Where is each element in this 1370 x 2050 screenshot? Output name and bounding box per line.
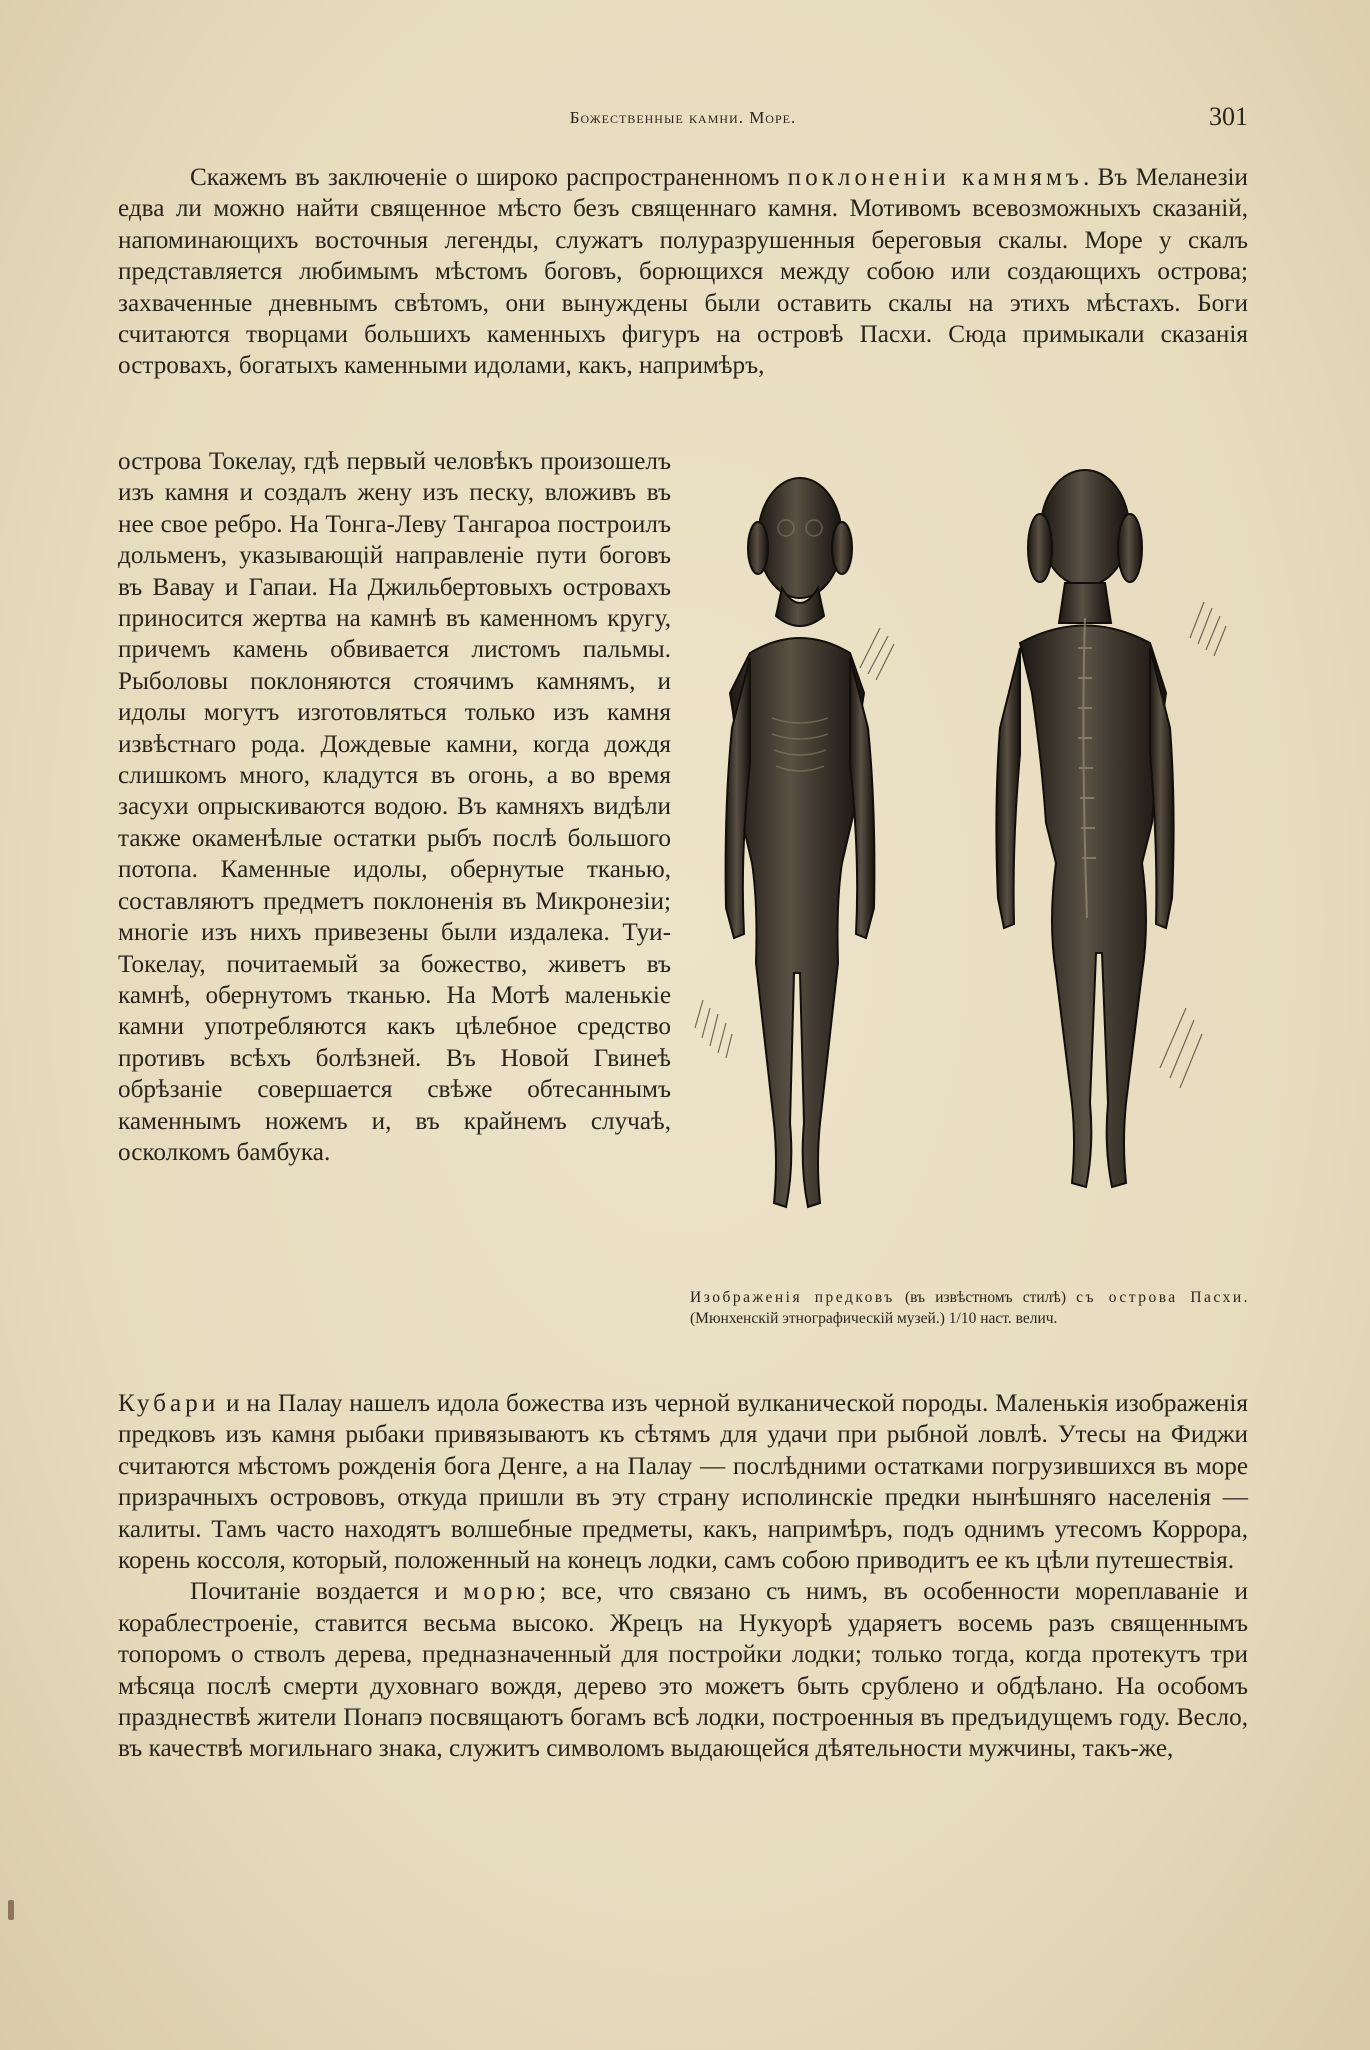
paragraph-1 xyxy=(118,162,1248,382)
paragraphs-lower xyxy=(118,1388,1248,1765)
statues-illustration xyxy=(690,468,1250,1288)
caption-scale: 1/10 наст. велич. xyxy=(948,1310,1058,1327)
paragraph-1-prefix: Скажемъ въ заключеніе о широко распространенномъ xyxy=(190,164,788,191)
paragraph-2-prefix: Почитаніе воздается и xyxy=(190,1578,464,1606)
paragraph-1-narrow-column xyxy=(118,446,671,1168)
caption-title: Изображенія предковъ xyxy=(690,1289,895,1306)
caption-title-2: съ острова Пасхи. xyxy=(1076,1289,1251,1306)
kubary-name: Кубари xyxy=(118,1390,220,1417)
paragraph-1-emphasis: поклоненіи камнямъ xyxy=(787,164,1083,191)
paragraph-1-narrow: острова Токелау, гдѣ первый человѣкъ произошелъ изъ камня и создалъ жену изъ песку, вложивъ въ нее свое ребро. На Тонга-Леву Тангароа построилъ дольменъ, указывающій направленіе пути боговъ въ Вавау и Гапаи. На Джильбертовыхъ островахъ приносится жертва на камнѣ въ каменномъ кругу, причемъ камень обвивается листомъ пальмы. Рыболовы поклоняются стоячимъ камнямъ, и идолы могутъ изготовляться только изъ камня извѣстнаго рода. Дождевые камни, когда дождя слишкомъ много, кладутся въ огонь, а во время засухи опрыскиваются водою. Въ камняхъ видѣли также окаменѣлые остатки рыбъ послѣ большого потопа. Каменные идолы, обернутые тканью, составляютъ предметъ поклоненія въ Микронезіи; многіе изъ нихъ привезены были издалека. Туи-Токелау, почитаемый за божество, живетъ въ камнѣ, обернутомъ тканью. На Мотѣ маленькіе камни употребляются какъ цѣлебное средство противъ всѣхъ болѣзней. Въ Новой Гвинеѣ обрѣзаніе совершается свѣже обтесаннымъ каменнымъ ножемъ и, въ крайнемъ случаѣ, осколкомъ бамбука. xyxy=(118,448,671,1166)
figure-easter-island-statues xyxy=(690,468,1250,1288)
statue-front-icon xyxy=(726,478,875,1207)
paragraph-1-full-width xyxy=(118,162,1248,382)
caption-paren: (въ извѣстномъ стилѣ) xyxy=(894,1289,1077,1306)
running-head: Божественные камни. Море. xyxy=(569,108,797,127)
paragraph-2-emphasis: морю xyxy=(463,1578,540,1606)
paragraph-2 xyxy=(118,1576,1248,1764)
figure-caption xyxy=(690,1287,1250,1329)
page-number: 301 xyxy=(1209,102,1248,131)
paragraph-2-suffix: ; все, что связано съ нимъ, въ особенности мореплаваніе и кораблестроеніе, ставится весьма высоко. Жрецъ на Нукуорѣ ударяетъ восемь разъ священнымъ топоромъ о стволъ дерева, предназначенный для постройки лодки; только тогда, когда протекутъ три мѣсяца послѣ смерти духовнаго вождя, дерево это можетъ быть срублено и обдѣлано. На особомъ празднествѣ жители Понапэ посвящаютъ богамъ всѣ лодки, построенныя въ предъидущемъ году. Весло, въ качествѣ могильнаго знака, служитъ символомъ выдающейся дѣятельности мужчины, такъ-же, xyxy=(118,1578,1248,1763)
paragraph-1-cont-text: и на Палау нашелъ идола божества изъ черной вулканической породы. Маленькія изображенія предковъ изъ камня рыбаки привязываютъ къ сѣтямъ для удачи при рыбной ловлѣ. Утесы на Фиджи считаются мѣстомъ рожденія бога Денге, а на Палау — послѣдними остатками погрузившихся въ море призрачныхъ острововъ, откуда пришли въ эту страну исполинскіе предки нынѣшняго населенія — калиты. Тамъ часто находятъ волшебные предметы, какъ, напримѣръ, подъ однимъ утесомъ Коррора, корень коссоля, который, положенный на конецъ лодки, самъ собою приводитъ ее къ цѣли путешествія. xyxy=(118,1390,1248,1575)
caption-museum: (Мюнхенскій этнографическій музей.) xyxy=(690,1310,949,1327)
paragraph-1-continuation xyxy=(118,1388,1248,1576)
paragraph-1-suffix: . Въ Меланезіи едва ли можно найти священное мѣсто безъ священнаго камня. Мотивомъ всевозможныхъ сказаній, напоминающихъ восточныя легенды, служатъ полуразрушенныя береговыя скалы. Море у скалъ представляется любимымъ мѣстомъ боговъ, борющихся между собою или создающихъ острова; захваченные дневнымъ свѣтомъ, они вынуждены были оставить скалы на этихъ мѣстахъ. Боги считаются творцами большихъ каменныхъ фигуръ на островѣ Пасхи. Сюда примыкали сказанія островахъ, богатыхъ каменными идолами, какъ, напримѣръ, xyxy=(118,164,1248,380)
margin-mark xyxy=(8,1900,14,1920)
page-header xyxy=(118,100,1248,140)
